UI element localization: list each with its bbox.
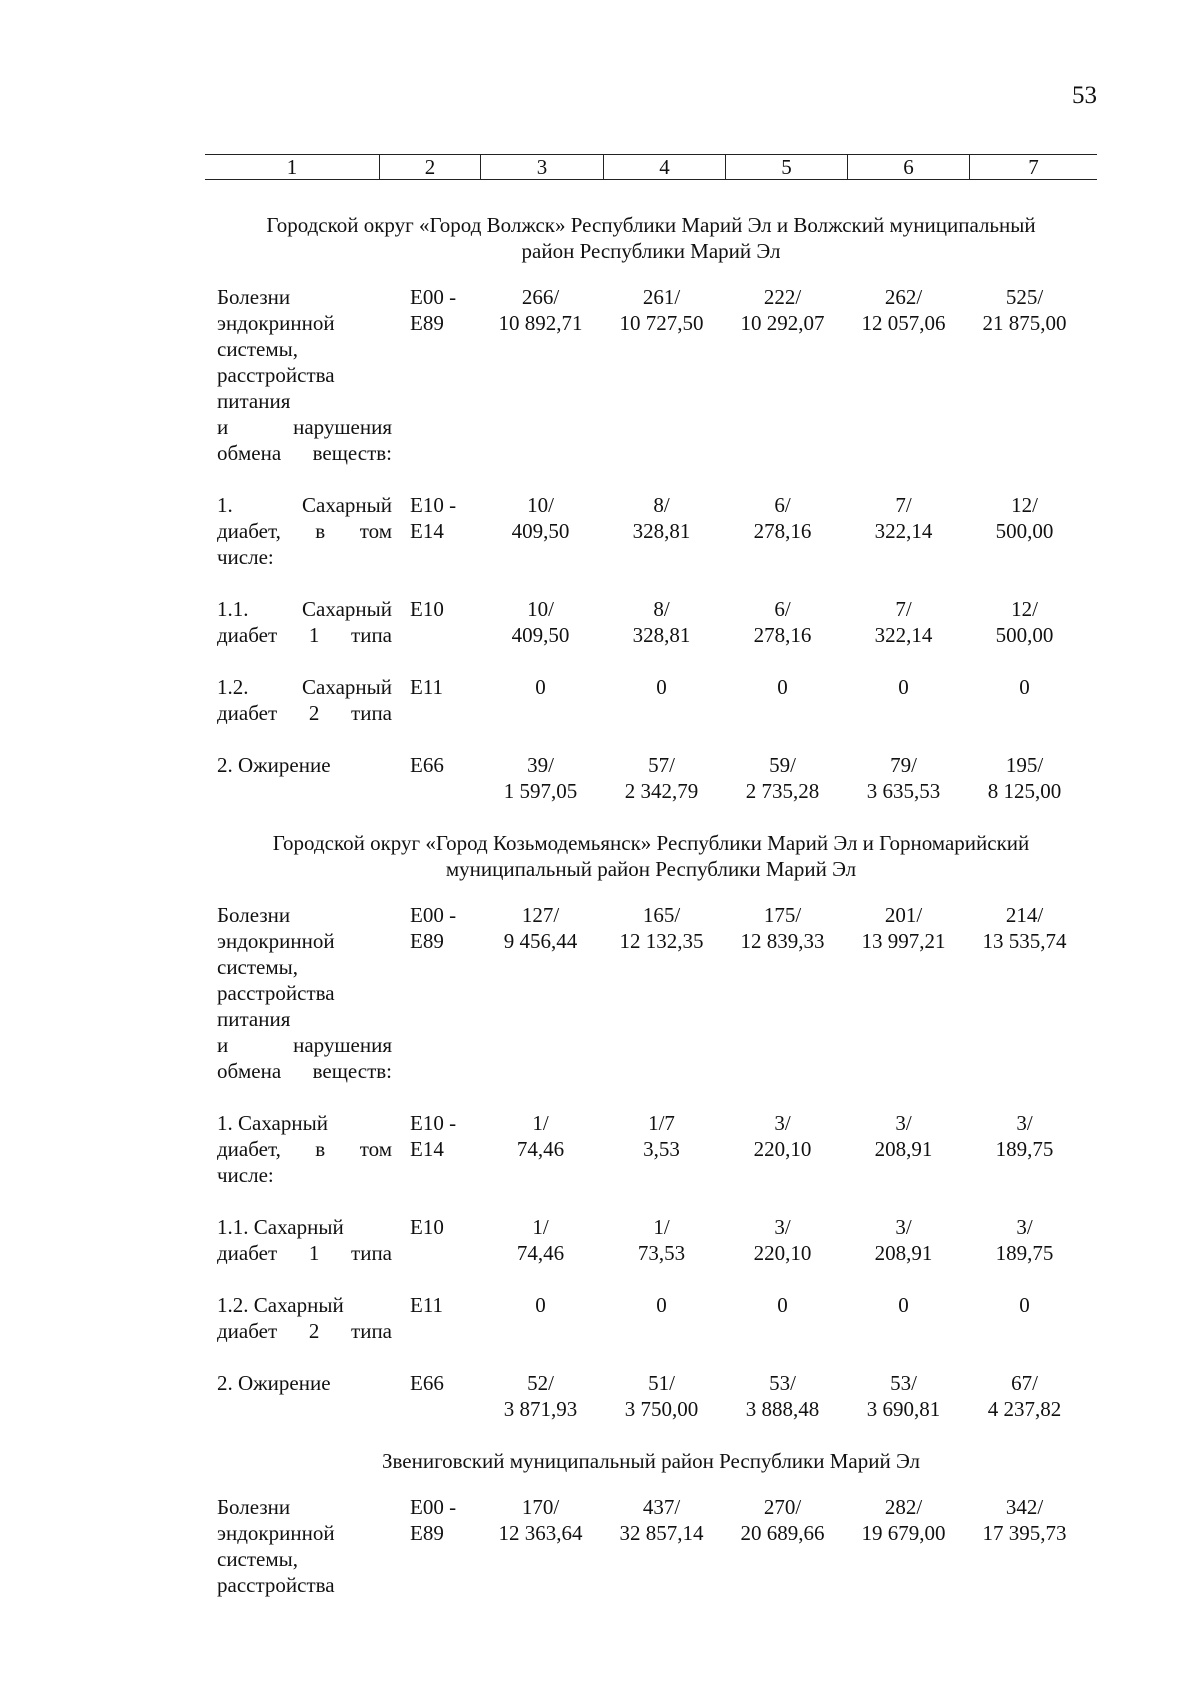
disease-label-line: системы, <box>217 337 299 361</box>
icd-code <box>392 1110 480 1188</box>
section-title <box>217 212 1085 264</box>
value-line: 262/ <box>884 285 923 309</box>
value-line: 0 <box>656 675 667 699</box>
disease-label-line: диабет, в том <box>217 1137 392 1161</box>
value-line: 10 727,50 <box>619 311 704 335</box>
value-line: 57/ <box>648 753 675 777</box>
table-row <box>205 1292 1097 1344</box>
disease-label <box>217 674 392 726</box>
section-title <box>217 830 1085 882</box>
value-line: 52/ <box>527 1371 554 1395</box>
disease-label-line: 1.1. Сахарный <box>217 1215 344 1239</box>
icd-code <box>392 674 480 726</box>
value-line: 10/ <box>527 597 554 621</box>
value-line: 0 <box>898 1293 909 1317</box>
value-line: 3,53 <box>643 1137 680 1161</box>
value-cell <box>601 1292 722 1344</box>
icd-code <box>392 1494 480 1598</box>
value-cell <box>843 284 964 466</box>
value-line: 270/ <box>763 1495 802 1519</box>
table-row <box>205 596 1097 648</box>
disease-label-line: 1. Сахарный <box>217 1111 328 1135</box>
value-cell <box>480 674 601 726</box>
value-line: 1/ <box>532 1111 549 1135</box>
value-line: 500,00 <box>995 623 1054 647</box>
disease-label <box>217 1370 392 1422</box>
table-row <box>205 1214 1097 1266</box>
disease-label-line: 1.1. Сахарный <box>217 597 392 621</box>
icd-code-line: E89 <box>410 1521 444 1545</box>
value-cell <box>964 1370 1085 1422</box>
disease-label <box>217 902 392 1084</box>
disease-label-line: диабет 1 типа <box>217 623 392 647</box>
value-line: 3 690,81 <box>866 1397 941 1421</box>
disease-label <box>217 1494 392 1598</box>
disease-label-line: числе: <box>217 545 274 569</box>
value-line: 0 <box>1019 675 1030 699</box>
icd-code <box>392 752 480 804</box>
value-line: 12/ <box>1011 493 1038 517</box>
disease-label-line: расстройства <box>217 981 335 1005</box>
value-line: 328,81 <box>632 623 691 647</box>
value-cell <box>964 1110 1085 1188</box>
icd-code-line: E14 <box>410 519 444 543</box>
value-line: 74,46 <box>516 1137 565 1161</box>
value-line: 278,16 <box>753 623 812 647</box>
col-number: 7 <box>970 155 1098 180</box>
icd-code-line: E00 - <box>410 1495 457 1519</box>
value-cell <box>843 902 964 1084</box>
value-line: 220,10 <box>753 1137 812 1161</box>
col-number: 1 <box>205 155 380 180</box>
value-line: 12/ <box>1011 597 1038 621</box>
section-title-line: Городской округ «Город Волжск» Республики Марий Эл и Волжский муниципальный <box>266 213 1036 237</box>
disease-label-line: 2. Ожирение <box>217 1371 331 1395</box>
value-line: 4 237,82 <box>987 1397 1062 1421</box>
value-line: 322,14 <box>874 519 933 543</box>
icd-code <box>392 902 480 1084</box>
value-cell <box>601 1494 722 1598</box>
value-line: 3/ <box>774 1111 791 1135</box>
icd-code-line: E66 <box>410 1371 444 1395</box>
value-cell <box>843 1494 964 1598</box>
value-line: 7/ <box>895 493 912 517</box>
value-line: 195/ <box>1005 753 1044 777</box>
disease-label-line: и нарушения <box>217 1033 392 1057</box>
value-line: 3/ <box>1016 1215 1033 1239</box>
value-line: 282/ <box>884 1495 923 1519</box>
disease-label <box>217 1214 392 1266</box>
value-line: 3/ <box>895 1111 912 1135</box>
col-number: 5 <box>726 155 848 180</box>
icd-code <box>392 1292 480 1344</box>
table-row <box>205 902 1097 1084</box>
icd-code-line: E00 - <box>410 903 457 927</box>
disease-label-line: диабет, в том <box>217 519 392 543</box>
value-cell <box>480 1214 601 1266</box>
value-line: 1/ <box>532 1215 549 1239</box>
value-line: 201/ <box>884 903 923 927</box>
disease-label-line: диабет 2 типа <box>217 1319 392 1343</box>
icd-code-line: E14 <box>410 1137 444 1161</box>
disease-label-line: числе: <box>217 1163 274 1187</box>
value-cell <box>601 284 722 466</box>
col-number: 3 <box>481 155 604 180</box>
value-line: 12 839,33 <box>740 929 825 953</box>
value-line: 278,16 <box>753 519 812 543</box>
disease-label-line: 1. Сахарный <box>217 493 392 517</box>
value-cell <box>964 674 1085 726</box>
table-row <box>205 674 1097 726</box>
value-line: 189,75 <box>995 1241 1054 1265</box>
value-cell <box>722 1370 843 1422</box>
value-cell <box>843 674 964 726</box>
section-title-line: муниципальный район Республики Марий Эл <box>445 857 857 881</box>
disease-label-line: Болезни <box>217 1495 291 1519</box>
value-cell <box>843 752 964 804</box>
value-line: 53/ <box>769 1371 796 1395</box>
value-line: 12 132,35 <box>619 929 704 953</box>
value-cell <box>843 1292 964 1344</box>
value-line: 0 <box>535 1293 546 1317</box>
icd-code-line: E10 <box>410 597 444 621</box>
disease-label-line: диабет 2 типа <box>217 701 392 725</box>
table-row <box>205 1370 1097 1422</box>
value-line: 39/ <box>527 753 554 777</box>
value-cell <box>843 596 964 648</box>
value-line: 12 363,64 <box>498 1521 583 1545</box>
value-line: 0 <box>898 675 909 699</box>
value-line: 1 597,05 <box>503 779 578 803</box>
value-line: 2 735,28 <box>745 779 820 803</box>
value-cell <box>480 1370 601 1422</box>
disease-label-line: эндокринной <box>217 1521 335 1545</box>
disease-label-line: питания <box>217 1007 291 1031</box>
value-cell <box>843 1214 964 1266</box>
value-line: 1/ <box>653 1215 670 1239</box>
icd-code-line: E10 <box>410 1215 444 1239</box>
value-cell <box>601 596 722 648</box>
icd-code-line: E00 - <box>410 285 457 309</box>
disease-label-line: системы, <box>217 1547 299 1571</box>
value-cell <box>480 284 601 466</box>
disease-label-line: эндокринной <box>217 929 335 953</box>
disease-label-line: расстройства <box>217 1573 335 1597</box>
icd-code <box>392 492 480 570</box>
value-line: 175/ <box>763 903 802 927</box>
value-line: 17 395,73 <box>982 1521 1067 1545</box>
value-line: 3 871,93 <box>503 1397 578 1421</box>
value-line: 409,50 <box>511 623 570 647</box>
value-cell <box>964 1214 1085 1266</box>
disease-label-line: Болезни <box>217 285 291 309</box>
value-line: 0 <box>535 675 546 699</box>
value-cell <box>722 674 843 726</box>
value-line: 59/ <box>769 753 796 777</box>
icd-code-line: E89 <box>410 929 444 953</box>
value-line: 214/ <box>1005 903 1044 927</box>
value-cell <box>480 902 601 1084</box>
disease-label-line: и нарушения <box>217 415 392 439</box>
table-row <box>205 1110 1097 1188</box>
value-cell <box>843 1370 964 1422</box>
value-line: 322,14 <box>874 623 933 647</box>
value-line: 8/ <box>653 493 670 517</box>
table-row <box>205 752 1097 804</box>
value-line: 0 <box>656 1293 667 1317</box>
value-line: 525/ <box>1005 285 1044 309</box>
col-number: 2 <box>380 155 481 180</box>
page-number: 53 <box>1072 82 1097 109</box>
value-line: 8 125,00 <box>987 779 1062 803</box>
value-cell <box>480 752 601 804</box>
disease-label-line: эндокринной <box>217 311 335 335</box>
value-cell <box>722 1110 843 1188</box>
disease-label <box>217 752 392 804</box>
icd-code <box>392 596 480 648</box>
section-title-line: Городской округ «Город Козьмодемьянск» Республики Марий Эл и Горномарийский <box>272 831 1030 855</box>
section-title-line: Звениговский муниципальный район Республики Марий Эл <box>381 1449 921 1473</box>
value-cell <box>722 1214 843 1266</box>
value-cell <box>480 492 601 570</box>
value-cell <box>964 1494 1085 1598</box>
value-cell <box>964 492 1085 570</box>
value-line: 0 <box>777 1293 788 1317</box>
value-cell <box>601 902 722 1084</box>
section-title-line: район Республики Марий Эл <box>521 239 781 263</box>
disease-label <box>217 596 392 648</box>
icd-code-line: E89 <box>410 311 444 335</box>
disease-label-line: расстройства <box>217 363 335 387</box>
value-line: 1/7 <box>648 1111 675 1135</box>
table-row <box>205 492 1097 570</box>
value-line: 0 <box>1019 1293 1030 1317</box>
value-line: 127/ <box>521 903 560 927</box>
column-number-header <box>205 154 1097 180</box>
value-line: 6/ <box>774 493 791 517</box>
value-line: 208,91 <box>874 1241 933 1265</box>
value-line: 13 535,74 <box>982 929 1067 953</box>
value-cell <box>843 492 964 570</box>
value-line: 67/ <box>1011 1371 1038 1395</box>
value-line: 342/ <box>1005 1495 1044 1519</box>
value-line: 3/ <box>1016 1111 1033 1135</box>
value-line: 8/ <box>653 597 670 621</box>
value-line: 12 057,06 <box>861 311 946 335</box>
value-line: 266/ <box>521 285 560 309</box>
value-line: 10/ <box>527 493 554 517</box>
value-line: 220,10 <box>753 1241 812 1265</box>
value-cell <box>964 752 1085 804</box>
value-line: 13 997,21 <box>861 929 946 953</box>
icd-code-line: E10 - <box>410 493 457 517</box>
value-line: 437/ <box>642 1495 681 1519</box>
icd-code-line: E10 - <box>410 1111 457 1135</box>
value-line: 19 679,00 <box>861 1521 946 1545</box>
value-cell <box>601 674 722 726</box>
value-line: 7/ <box>895 597 912 621</box>
value-line: 53/ <box>890 1371 917 1395</box>
value-line: 409,50 <box>511 519 570 543</box>
disease-label-line: обмена веществ: <box>217 441 392 465</box>
disease-label-line: 1.2. Сахарный <box>217 675 392 699</box>
icd-code <box>392 284 480 466</box>
value-line: 189,75 <box>995 1137 1054 1161</box>
value-line: 9 456,44 <box>503 929 578 953</box>
disease-label-line: Болезни <box>217 903 291 927</box>
value-line: 3 635,53 <box>866 779 941 803</box>
value-line: 10 892,71 <box>498 311 583 335</box>
value-line: 32 857,14 <box>619 1521 704 1545</box>
disease-label <box>217 492 392 570</box>
icd-code-line: E11 <box>410 675 444 699</box>
disease-label <box>217 284 392 466</box>
value-cell <box>722 752 843 804</box>
value-cell <box>964 596 1085 648</box>
disease-label-line: диабет 1 типа <box>217 1241 392 1265</box>
value-line: 10 292,07 <box>740 311 825 335</box>
value-line: 261/ <box>642 285 681 309</box>
value-line: 500,00 <box>995 519 1054 543</box>
value-cell <box>964 1292 1085 1344</box>
value-cell <box>722 1292 843 1344</box>
value-cell <box>601 752 722 804</box>
value-line: 3 750,00 <box>624 1397 699 1421</box>
value-line: 73,53 <box>637 1241 686 1265</box>
value-line: 20 689,66 <box>740 1521 825 1545</box>
value-line: 208,91 <box>874 1137 933 1161</box>
value-cell <box>722 284 843 466</box>
value-line: 3/ <box>895 1215 912 1239</box>
value-cell <box>601 1214 722 1266</box>
value-cell <box>722 902 843 1084</box>
value-cell <box>601 1370 722 1422</box>
value-cell <box>480 1494 601 1598</box>
col-number: 4 <box>604 155 726 180</box>
disease-label <box>217 1110 392 1188</box>
value-cell <box>843 1110 964 1188</box>
value-line: 170/ <box>521 1495 560 1519</box>
disease-label <box>217 1292 392 1344</box>
value-cell <box>722 596 843 648</box>
disease-label-line: питания <box>217 389 291 413</box>
value-cell <box>601 1110 722 1188</box>
value-cell <box>601 492 722 570</box>
value-line: 21 875,00 <box>982 311 1067 335</box>
value-line: 51/ <box>648 1371 675 1395</box>
icd-code <box>392 1370 480 1422</box>
disease-label-line: 1.2. Сахарный <box>217 1293 344 1317</box>
table-row <box>205 284 1097 466</box>
disease-label-line: 2. Ожирение <box>217 753 331 777</box>
section-title <box>217 1448 1085 1474</box>
disease-label-line: обмена веществ: <box>217 1059 392 1083</box>
value-line: 2 342,79 <box>624 779 699 803</box>
value-line: 3 888,48 <box>745 1397 820 1421</box>
icd-code-line: E66 <box>410 753 444 777</box>
value-line: 0 <box>777 675 788 699</box>
disease-label-line: системы, <box>217 955 299 979</box>
value-line: 79/ <box>890 753 917 777</box>
value-cell <box>964 284 1085 466</box>
value-line: 74,46 <box>516 1241 565 1265</box>
col-number: 6 <box>848 155 970 180</box>
value-line: 6/ <box>774 597 791 621</box>
document-body <box>205 198 1097 1624</box>
value-cell <box>722 492 843 570</box>
value-line: 3/ <box>774 1215 791 1239</box>
value-cell <box>480 1292 601 1344</box>
value-cell <box>480 596 601 648</box>
icd-code <box>392 1214 480 1266</box>
value-cell <box>964 902 1085 1084</box>
value-line: 165/ <box>642 903 681 927</box>
table-row <box>205 1494 1097 1598</box>
value-line: 328,81 <box>632 519 691 543</box>
icd-code-line: E11 <box>410 1293 444 1317</box>
value-cell <box>722 1494 843 1598</box>
value-line: 222/ <box>763 285 802 309</box>
value-cell <box>480 1110 601 1188</box>
